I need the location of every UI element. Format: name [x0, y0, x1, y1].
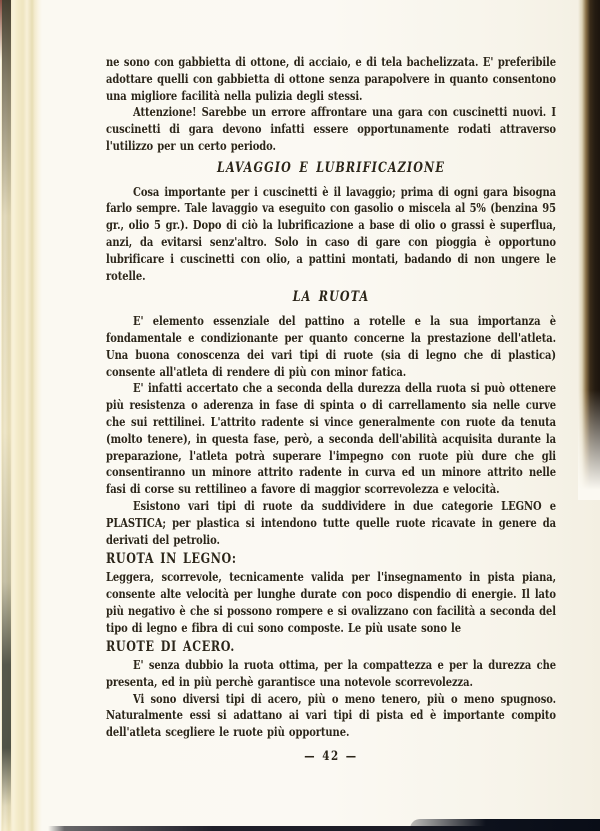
section-heading-lavaggio: LAVAGGIO E LUBRIFICAZIONE [217, 159, 445, 176]
paragraph-wheel-hardness: E' infatti accertato che a seconda della durezza della ruota si può ottenere più resistenza o aderenza in fase di spinta o di carrellamento sia nelle curve che sui rettilinei. L'attrito radente si vince generalmente con ruote da tenuta (molto tenere), in questa fase, però, a seconda dell'abilità acquisita durante la preparazione, l'atleta potrà superare l'impegno con ruote più dure che gli consentiranno un minore attrito radente in curva ed un minore attrito nelle fasi di corse su rettilineo a favore di maggior scorrevolezza e velocità. [106, 380, 556, 497]
page-number: — 42 — [304, 749, 358, 765]
section-heading-la-ruota: LA RUOTA [292, 289, 370, 306]
page-edge-shadow [578, 0, 600, 500]
subheading-ruote-di-acero: RUOTE DI ACERO. [106, 639, 235, 656]
paragraph-wood-wheel: Leggera, scorrevole, tecnicamente valida per l'insegnamento in pista piana, consente alte velocità per lunghe durate con poco dispendio di energie. Il lato più negativo è che si possono rompere e si ovalizzano con facilità a seconda del tipo di legno e fibra di cui sono composte. Le più usate sono le [106, 569, 556, 635]
paragraph-wheel-categories: Esistono vari tipi di ruote da suddividere in due categorie LEGNO e PLASTICA; per plastica si intendono tutte quelle ruote ricavate in genere da derivati del petrolio. [106, 497, 556, 547]
text-column [106, 54, 556, 766]
paragraph-bearings-cage: ne sono con gabbietta di ottone, di acciaio, e di tela bachelizzata. E' preferibile adottare quelli con gabbietta di ottone senza parapolvere in quanto consentono una migliore facilità nella pulizia degli stessi. [106, 54, 556, 103]
paragraph-warning: Attenzione! Sarebbe un errore affrontare una gara con cuscinetti nuovi. I cuscinetti di gara devono infatti essere opportunamente rodati attraverso l'utilizzo per un certo periodo. [106, 104, 556, 153]
paragraph-maple-types: Vi sono diversi tipi di acero, più o meno tenero, più o meno spugnoso. Naturalmente essi si adattano ai vari tipi di pista ed è importante compito dell'atleta scegliere le ruote più opportune. [106, 690, 556, 740]
paragraph-washing: Cosa importante per i cuscinetti è il lavaggio; prima di ogni gara bisogna farlo sempre. Tale lavaggio va eseguito con gasolio o miscela al 5% (benzina 95 gr., olio 5 gr.). Dopo di ciò la lubrificazione a base di olio o grassi è superflua, anzi, da evitarsi senz'altro. Solo in caso di gare con pioggia è opportuno lubrificare i cuscinetti con olio, a pattini montati, badando di non ungere le rotelle. [106, 183, 556, 283]
subheading-ruota-in-legno: RUOTA IN LEGNO: [106, 551, 237, 568]
paragraph-maple-wheel: E' senza dubbio la ruota ottima, per la compattezza e per la durezza che presenta, ed in più perchè garantisce una notevole scorrevolezza. [106, 657, 556, 689]
paragraph-wheel-importance: E' elemento essenziale del pattino a rotelle e la sua importanza è fondamentale e condizionante per quanto concerne la prestazione dell'atleta. Una buona conoscenza dei vari tipi di ruote (sia di legno che di plastica) consente all'atleta di rendere di più con minor fatica. [106, 313, 556, 379]
book-binding-page-edges [0, 0, 42, 831]
bottom-right-scan-edge [410, 819, 600, 831]
